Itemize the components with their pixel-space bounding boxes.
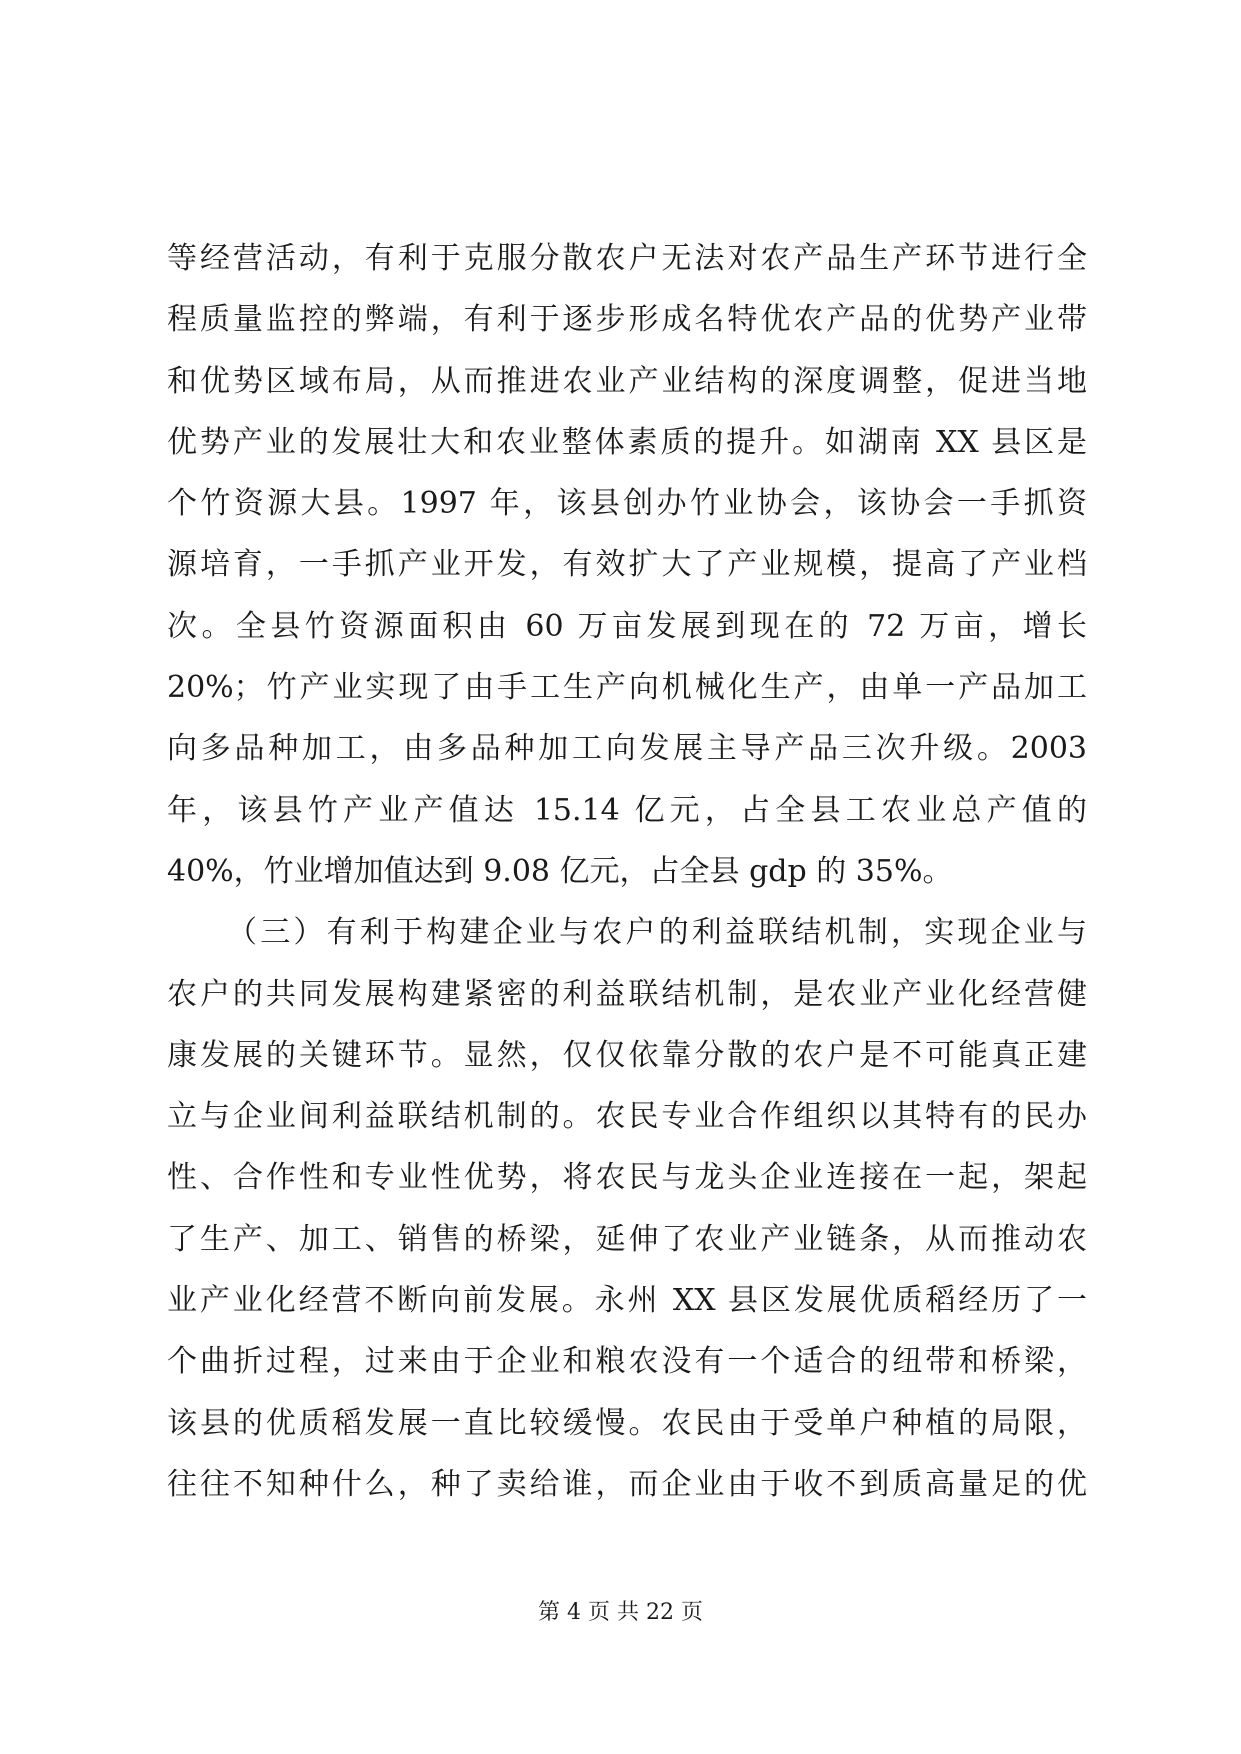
text-line: 性、合作性和专业性优势，将农民与龙头企业连接在一起，架起 — [167, 1160, 1087, 1196]
text-line: 农户的共同发展构建紧密的利益联结机制，是农业产业化经营健 — [167, 976, 1087, 1012]
text-line: 等经营活动，有利于克服分散农户无法对农产品生产环节进行全 — [167, 241, 1087, 276]
text-line: 程质量监控的弊端，有利于逐步形成名特优农产品的优势产业带 — [167, 302, 1087, 338]
text-line: 个竹资源大县。1997 年，该县创办竹业协会，该协会一手抓资 — [167, 486, 1087, 522]
text-line: 了生产、加工、销售的桥梁，延伸了农业产业链条，从而推动农 — [167, 1221, 1087, 1257]
text-line: 年，该县竹产业产值达 15.14 亿元，占全县工农业总产值的 — [167, 792, 1087, 828]
text-line: 20%；竹产业实现了由手工生产向机械化生产，由单一产品加工 — [167, 670, 1087, 706]
text-line: 康发展的关键环节。显然，仅仅依靠分散的农户是不可能真正建 — [167, 1037, 1087, 1073]
text-line: 和优势区域布局，从而推进农业产业结构的深度调整，促进当地 — [167, 363, 1087, 399]
text-line: 向多品种加工，由多品种加工向发展主导产品三次升级。2003 — [167, 731, 1087, 767]
text-line: 业产业化经营不断向前发展。永州 XX 县区发展优质稻经历了一 — [167, 1283, 1087, 1319]
text-line-paragraph-start: （三）有利于构建企业与农户的利益联结机制，实现企业与 — [227, 915, 1087, 951]
body-text — [167, 228, 1087, 1515]
text-line: 个曲折过程，过来由于企业和粮农没有一个适合的纽带和桥梁， — [167, 1344, 1087, 1380]
text-line: 次。全县竹资源面积由 60 万亩发展到现在的 72 万亩，增长 — [167, 608, 1087, 644]
text-line: 立与企业间利益联结机制的。农民专业合作组织以其特有的民办 — [167, 1099, 1087, 1135]
text-line: 往往不知种什么，种了卖给谁，而企业由于收不到质高量足的优 — [167, 1466, 1087, 1502]
text-line: 源培育，一手抓产业开发，有效扩大了产业规模，提高了产业档 — [167, 547, 1087, 583]
text-line-paragraph-end: 40%，竹业增加值达到 9.08 亿元，占全县 gdp 的 35%。 — [167, 853, 953, 889]
text-line: 优势产业的发展壮大和农业整体素质的提升。如湖南 XX 县区是 — [167, 424, 1087, 460]
page-footer: 第 4 页 共 22 页 — [538, 1600, 703, 1625]
text-line: 该县的优质稻发展一直比较缓慢。农民由于受单户种植的局限， — [167, 1405, 1087, 1441]
